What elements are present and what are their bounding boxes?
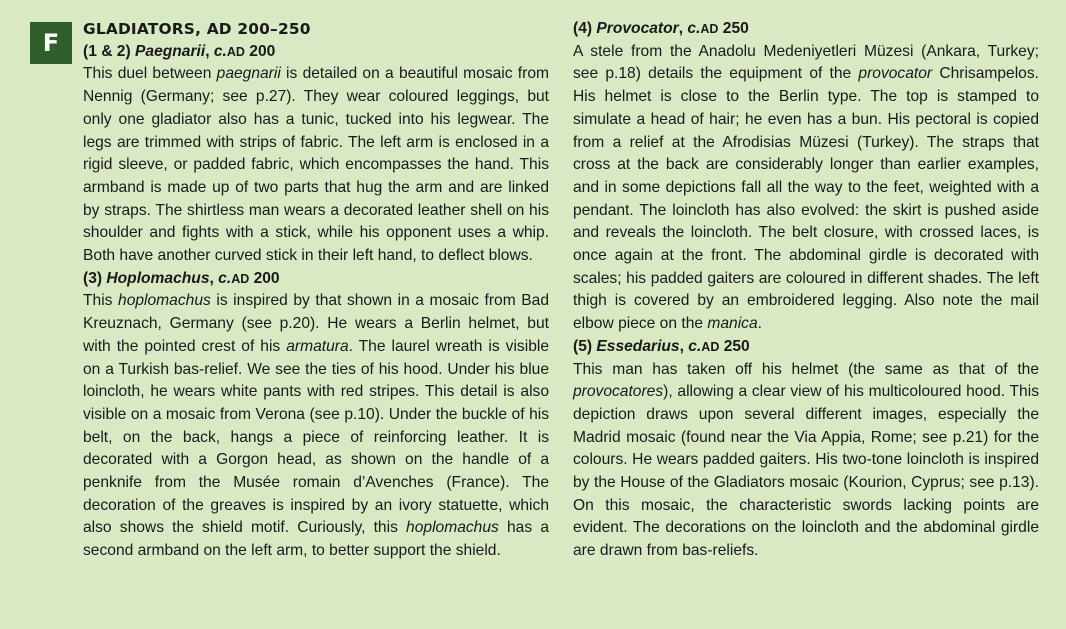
section-body-hoplomachus: This hoplomachus is inspired by that shown in a mosaic from Bad Kreuznach, Germany (see p.20). He wears a Berlin helmet, but with the pointed crest of his armatura. The laurel wreath is visible on a Turkish bas-relief. We see the ties of his hood. Under his blue loincloth, he wears white pants with red stripes. This detail is also visible on a mosaic from Verona (see p.10). Under the buckle of his belt, on the back, hangs a piece of reinforcing leather. It is decorated with a Gorgon head, as shown on the handle of a penknife from the Musée romain d’Avenches (France). The decoration of the greaves is inspired by an ivory statuette, which also shows the shield motif. Curiously, this hoplomachus has a second armband on the left arm, to better support the shield. (83, 292, 550, 560)
right-column (573, 18, 1039, 563)
section-heading-hoplomachus: (3) Hoplomachus, c.AD 200 (83, 269, 280, 287)
section-body-essedarius: This man has taken off his helmet (the same as that of the provocatores), allowing a clear view of his multicoloured hood. This depiction draws upon several different images, especially the Madrid mosaic (found near the Via Appia, Rome; see p.21) for the colours. He wears padded gaiters. His two-tone loincloth is inspired by the House of the Gladiators mosaic (Kourion, Cyprus; see p.13). On this mosaic, the characteristic swords lacking points are evident. The decorations on the loincloth and the abdominal girdle are drawn from bas-reliefs. (573, 360, 1039, 560)
page-title: GLADIATORS, AD 200–250 (83, 20, 311, 38)
plate-letter-badge: F (30, 22, 72, 64)
section-heading-essedarius: (5) Essedarius, c.AD 250 (573, 337, 750, 355)
section-heading-provocator: (4) Provocator, c.AD 250 (573, 20, 749, 37)
section-body-paegnarii: This duel between paegnarii is detailed on a beautiful mosaic from Nennig (Germany; see p.27). They wear coloured leggings, but only one gladiator also has a tunic, tucked into his legwear. The legs are trimmed with strips of fabric. The left arm is enclosed in a rigid sleeve, or padded fabric, which encompasses the hand. This armband is made up of two parts that hug the arm and are linked by straps. The shirtless man wears a decorated leather shell on his shoulder and fights with a stick, while his opponent uses a whip. Both have another curved stick in their left hand, to deflect blows. (83, 65, 549, 265)
section-body-provocator: A stele from the Anadolu Medeniyetleri Müzesi (Ankara, Turkey; see p.18) details the equipment of the provocator Chrisampelos. His helmet is close to the Berlin type. The top is stamped to simulate a head of hair; he even has a bun. His pectoral is copied from a relief at the Afrodisias Müzesi (Turkey). The straps that cross at the back are considerably longer than earlier examples, and in some depictions fall all the way to the feet, weighted with a pendant. The loincloth has also evolved: the skirt is pushed aside and reveals the loincloth. The belt closure, with crossed laces, is once again at the front. The abdominal girdle is decorated with scales; his padded gaiters are coloured in different shades. The left thigh is covered by an embroidered legging. Also note the mail elbow piece on the manica. (573, 42, 1039, 333)
section-heading-paegnarii: (1 & 2) Paegnarii, c.AD 200 (83, 42, 276, 60)
left-column (83, 18, 549, 563)
